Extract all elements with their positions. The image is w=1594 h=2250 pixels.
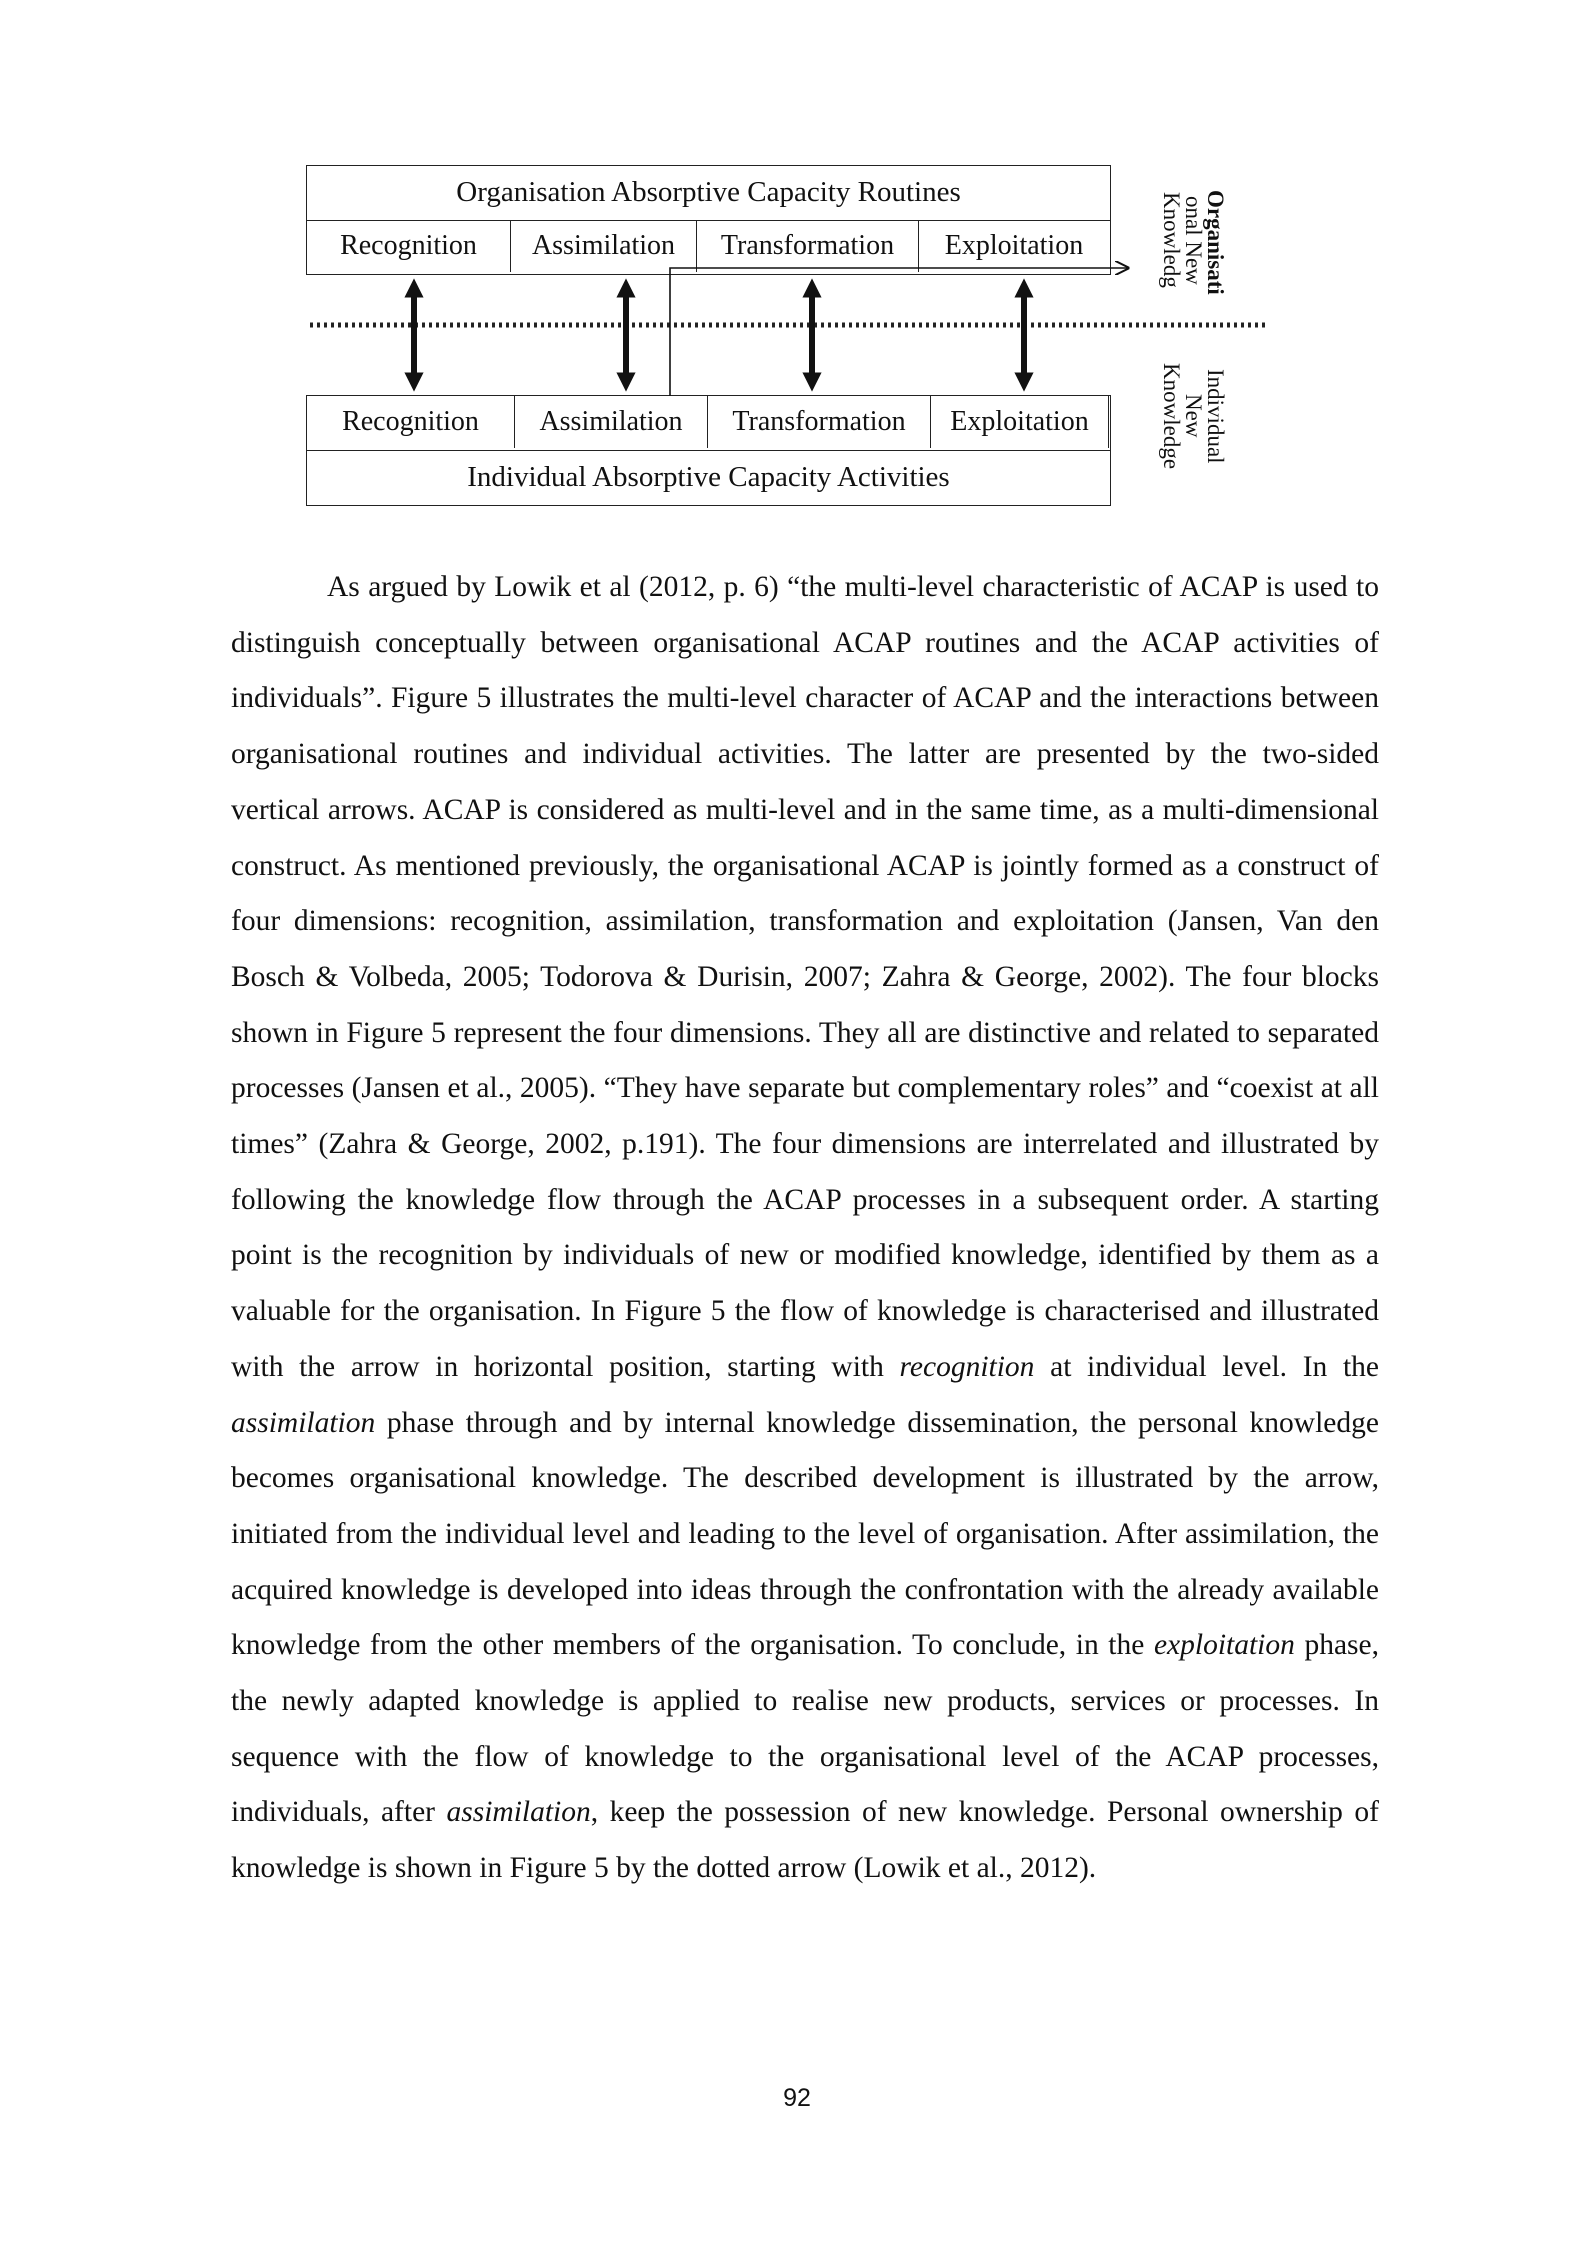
- text-run: phase through and by internal knowledge dissemination, the personal knowledge becomes organisational knowledge. The described development is illustrated by the arrow, initiated from the individual level and leading to the level of organisation. After assimilation, the acquired knowledge is developed into ideas through the confrontation with the already available knowledge from the other members of the organisation. To conclude, in the: [231, 1406, 1379, 1662]
- org-cell-recognition: Recognition: [307, 220, 511, 272]
- italic-term: assimilation: [231, 1406, 376, 1439]
- paragraph: [231, 560, 1379, 1897]
- ind-new-knowledge-line-1: Individual: [1203, 368, 1228, 464]
- org-new-knowledge-line-1: Organisati: [1203, 190, 1228, 295]
- text-run: phase, the newly adapted knowledge is applied to realise new products, services or processes. In sequence with the flow of knowledge to the organisational level of the ACAP processes, individuals, after: [231, 1629, 1379, 1829]
- org-cell-transformation: Transformation: [697, 220, 919, 272]
- ind-cell-recognition: Recognition: [307, 396, 515, 448]
- page-number: 92: [783, 2084, 811, 2112]
- ind-cell-exploitation: Exploitation: [931, 396, 1109, 448]
- org-cell-assimilation: Assimilation: [511, 220, 697, 272]
- ind-new-knowledge-line-2: New: [1181, 394, 1206, 438]
- text-run: As argued by Lowik et al (2012, p. 6) “the multi-level characteristic of ACAP is used to distinguish conceptually between organisational ACAP routines and the ACAP activities of individuals”. Figure 5 illustrates the multi-level character of ACAP and the interactions between organisational routines and individual activities. The latter are presented by the two-sided vertical arrows. ACAP is considered as multi-level and in the same time, as a multi-dimensional construct. As mentioned previously, the organisational ACAP is jointly formed as a construct of four dimensions: recognition, assimilation, transformation and exploitation (Jansen, Van den Bosch & Volbeda, 2005; Todorova & Durisin, 2007; Zahra & George, 2002). The four blocks shown in Figure 5 represent the four dimensions. They all are distinctive and related to separated processes (Jansen et al., 2005). “They have separate but complementary roles” and “coexist at all times” (Zahra & George, 2002, p.191). The four dimensions are interrelated and illustrated by following the knowledge flow through the ACAP processes in a subsequent order. A starting point is the recognition by individuals of new or modified knowledge, identified by them as a valuable for the organisation. In Figure 5 the flow of knowledge is characterised and illustrated with the arrow in horizontal position, starting with: [231, 571, 1379, 1383]
- italic-term: assimilation: [446, 1796, 591, 1829]
- text-run: , keep the possession of new knowledge. Personal ownership of knowledge is shown in Figure 5 by the dotted arrow (Lowik et al., 2012).: [231, 1796, 1379, 1885]
- ind-new-knowledge-line-3: Knowledge: [1159, 362, 1184, 470]
- org-cell-exploitation: Exploitation: [944, 230, 1084, 261]
- org-new-knowledge-line-2: onal New: [1181, 195, 1206, 285]
- acap-figure: [300, 160, 1270, 520]
- ind-cell-transformation: Transformation: [708, 396, 931, 448]
- org-new-knowledge-line-3: Knowledg: [1159, 192, 1184, 288]
- org-routines-title: Organisation Absorptive Capacity Routines: [456, 176, 961, 208]
- italic-term: exploitation: [1153, 1629, 1295, 1662]
- italic-term: recognition: [899, 1350, 1035, 1383]
- text-run: at individual level. In the: [1034, 1350, 1379, 1383]
- ind-activities-title: Individual Absorptive Capacity Activities: [467, 461, 950, 493]
- individual-new-knowledge-label: [1160, 360, 1226, 472]
- figure-arrows: [300, 160, 1270, 520]
- body-text: [231, 560, 1379, 1897]
- ind-cell-assimilation: Assimilation: [515, 396, 708, 448]
- org-new-knowledge-label: [1159, 190, 1228, 295]
- knowledge-flow-arrow: [670, 268, 1128, 396]
